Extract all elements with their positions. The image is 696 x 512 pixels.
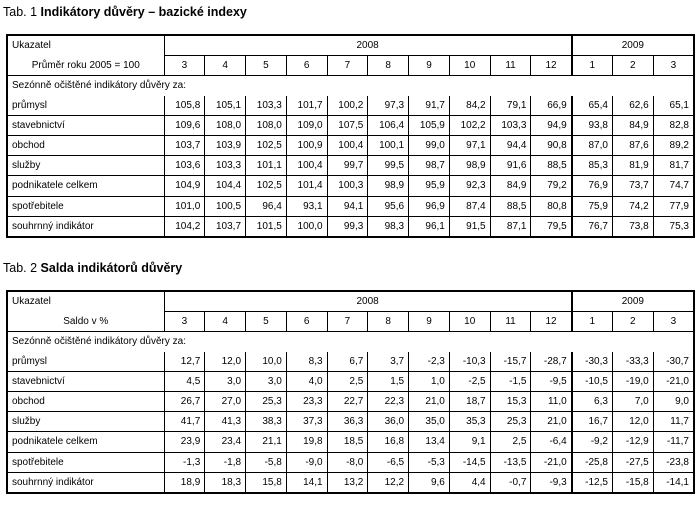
value-cell: 103,7 [164, 135, 205, 155]
value-cell: 65,4 [572, 96, 613, 116]
value-cell: 81,9 [612, 156, 653, 176]
value-cell: 103,3 [490, 115, 531, 135]
value-cell: -21,0 [653, 371, 694, 391]
value-cell: -1,3 [164, 452, 205, 472]
value-cell: 1,5 [368, 371, 409, 391]
value-cell: 16,7 [572, 412, 613, 432]
value-cell: -12,9 [612, 432, 653, 452]
value-cell: 104,9 [164, 176, 205, 196]
value-cell: 92,3 [449, 176, 490, 196]
value-cell: -12,5 [572, 472, 613, 493]
value-cell: 18,5 [327, 432, 368, 452]
value-cell: 62,6 [612, 96, 653, 116]
value-cell: 35,0 [409, 412, 450, 432]
month-header: 4 [205, 312, 246, 332]
value-cell: 18,9 [164, 472, 205, 493]
month-header: 12 [531, 312, 572, 332]
value-cell: 87,6 [612, 135, 653, 155]
month-header: 12 [531, 56, 572, 76]
value-cell: 99,7 [327, 156, 368, 176]
value-cell: 103,3 [205, 156, 246, 176]
value-cell: 19,8 [286, 432, 327, 452]
column-header-indicator: Ukazatel [7, 35, 164, 56]
value-cell: 79,2 [531, 176, 572, 196]
value-cell: 73,7 [612, 176, 653, 196]
row-label: spotřebitele [7, 196, 164, 216]
value-cell: 75,3 [653, 216, 694, 237]
value-cell: 27,0 [205, 391, 246, 411]
month-header: 5 [246, 312, 287, 332]
value-cell: -13,5 [490, 452, 531, 472]
value-cell: -6,5 [368, 452, 409, 472]
value-cell: 108,0 [205, 115, 246, 135]
month-header: 9 [409, 312, 450, 332]
value-cell: -23,8 [653, 452, 694, 472]
table1 [6, 34, 695, 238]
value-cell: 11,0 [531, 391, 572, 411]
month-header: 7 [327, 312, 368, 332]
table-row [7, 196, 694, 216]
value-cell: 102,5 [246, 135, 287, 155]
table-row [7, 216, 694, 237]
value-cell: 79,5 [531, 216, 572, 237]
value-cell: 76,9 [572, 176, 613, 196]
value-cell: 105,8 [164, 96, 205, 116]
value-cell: 76,7 [572, 216, 613, 237]
value-cell: 9,1 [449, 432, 490, 452]
value-cell: 87,1 [490, 216, 531, 237]
value-cell: 21,0 [409, 391, 450, 411]
value-cell: 26,7 [164, 391, 205, 411]
header-row-months [7, 56, 694, 76]
value-cell: 103,3 [246, 96, 287, 116]
value-cell: 103,9 [205, 135, 246, 155]
row-label: podnikatele celkem [7, 176, 164, 196]
value-cell: 3,0 [246, 371, 287, 391]
table-row [7, 412, 694, 432]
sub-header-label: Saldo v % [7, 312, 164, 332]
value-cell: 13,4 [409, 432, 450, 452]
table-row [7, 96, 694, 116]
value-cell: 73,8 [612, 216, 653, 237]
table-row [7, 472, 694, 493]
value-cell: 109,0 [286, 115, 327, 135]
value-cell: -28,7 [531, 352, 572, 372]
month-header: 11 [490, 56, 531, 76]
month-header: 3 [164, 56, 205, 76]
row-label: stavebnictví [7, 371, 164, 391]
value-cell: 97,1 [449, 135, 490, 155]
value-cell: 38,3 [246, 412, 287, 432]
month-header: 7 [327, 56, 368, 76]
value-cell: -15,7 [490, 352, 531, 372]
value-cell: 74,7 [653, 176, 694, 196]
value-cell: 91,6 [490, 156, 531, 176]
value-cell: 88,5 [531, 156, 572, 176]
value-cell: 25,3 [490, 412, 531, 432]
value-cell: 12,7 [164, 352, 205, 372]
value-cell: 103,6 [164, 156, 205, 176]
row-label: průmysl [7, 96, 164, 116]
value-cell: 90,8 [531, 135, 572, 155]
month-header: 8 [368, 312, 409, 332]
month-header: 8 [368, 56, 409, 76]
value-cell: 94,1 [327, 196, 368, 216]
value-cell: -19,0 [612, 371, 653, 391]
value-cell: 99,5 [368, 156, 409, 176]
value-cell: 108,0 [246, 115, 287, 135]
value-cell: 95,6 [368, 196, 409, 216]
value-cell: 84,9 [612, 115, 653, 135]
value-cell: -27,5 [612, 452, 653, 472]
value-cell: 104,2 [164, 216, 205, 237]
value-cell: 97,3 [368, 96, 409, 116]
value-cell: -10,3 [449, 352, 490, 372]
row-label: obchod [7, 391, 164, 411]
value-cell: 41,7 [164, 412, 205, 432]
table-row [7, 115, 694, 135]
value-cell: 4,0 [286, 371, 327, 391]
value-cell: 13,2 [327, 472, 368, 493]
value-cell: 2,5 [490, 432, 531, 452]
value-cell: 87,0 [572, 135, 613, 155]
value-cell: 3,7 [368, 352, 409, 372]
month-header: 3 [653, 56, 694, 76]
value-cell: -11,7 [653, 432, 694, 452]
value-cell: -6,4 [531, 432, 572, 452]
value-cell: 100,1 [368, 135, 409, 155]
value-cell: 8,3 [286, 352, 327, 372]
value-cell: 23,4 [205, 432, 246, 452]
value-cell: 89,2 [653, 135, 694, 155]
month-header: 2 [612, 312, 653, 332]
value-cell: 96,4 [246, 196, 287, 216]
value-cell: 93,8 [572, 115, 613, 135]
section-row [7, 332, 694, 352]
table-row [7, 391, 694, 411]
month-header: 1 [572, 312, 613, 332]
sub-header-label: Průměr roku 2005 = 100 [7, 56, 164, 76]
value-cell: -0,7 [490, 472, 531, 493]
header-row-years [7, 291, 694, 312]
row-label: průmysl [7, 352, 164, 372]
value-cell: 12,0 [612, 412, 653, 432]
section-row [7, 76, 694, 96]
value-cell: -1,5 [490, 371, 531, 391]
value-cell: 100,9 [286, 135, 327, 155]
value-cell: 99,3 [327, 216, 368, 237]
month-header: 10 [449, 56, 490, 76]
value-cell: 107,5 [327, 115, 368, 135]
value-cell: 6,7 [327, 352, 368, 372]
value-cell: 95,9 [409, 176, 450, 196]
value-cell: 105,1 [205, 96, 246, 116]
value-cell: 100,5 [205, 196, 246, 216]
value-cell: 22,3 [368, 391, 409, 411]
value-cell: -8,0 [327, 452, 368, 472]
table2 [6, 290, 695, 494]
value-cell: 11,7 [653, 412, 694, 432]
value-cell: 100,4 [327, 135, 368, 155]
value-cell: 25,3 [246, 391, 287, 411]
value-cell: 9,0 [653, 391, 694, 411]
value-cell: 6,3 [572, 391, 613, 411]
value-cell: 101,0 [164, 196, 205, 216]
value-cell: 101,4 [286, 176, 327, 196]
value-cell: 98,9 [449, 156, 490, 176]
value-cell: 7,0 [612, 391, 653, 411]
value-cell: 74,2 [612, 196, 653, 216]
month-header: 1 [572, 56, 613, 76]
value-cell: -10,5 [572, 371, 613, 391]
row-label: podnikatele celkem [7, 432, 164, 452]
table-row [7, 371, 694, 391]
table2-caption [3, 261, 182, 275]
value-cell: 101,5 [246, 216, 287, 237]
value-cell: 98,3 [368, 216, 409, 237]
row-label: služby [7, 156, 164, 176]
column-header-indicator: Ukazatel [7, 291, 164, 312]
value-cell: 2,5 [327, 371, 368, 391]
value-cell: 84,9 [490, 176, 531, 196]
value-cell: 100,0 [286, 216, 327, 237]
row-label: obchod [7, 135, 164, 155]
value-cell: 37,3 [286, 412, 327, 432]
value-cell: 91,5 [449, 216, 490, 237]
value-cell: 65,1 [653, 96, 694, 116]
value-cell: 102,5 [246, 176, 287, 196]
table-row [7, 432, 694, 452]
value-cell: 87,4 [449, 196, 490, 216]
row-label: souhrnný indikátor [7, 216, 164, 237]
value-cell: 36,3 [327, 412, 368, 432]
value-cell: 101,1 [246, 156, 287, 176]
value-cell: 15,8 [246, 472, 287, 493]
year-header-2008: 2008 [164, 35, 572, 56]
value-cell: 99,0 [409, 135, 450, 155]
value-cell: 15,3 [490, 391, 531, 411]
table-row [7, 156, 694, 176]
value-cell: -5,3 [409, 452, 450, 472]
value-cell: 4,4 [449, 472, 490, 493]
value-cell: -9,0 [286, 452, 327, 472]
value-cell: -1,8 [205, 452, 246, 472]
value-cell: 75,9 [572, 196, 613, 216]
month-header: 9 [409, 56, 450, 76]
value-cell: 9,6 [409, 472, 450, 493]
value-cell: 35,3 [449, 412, 490, 432]
month-header: 3 [653, 312, 694, 332]
year-header-2008: 2008 [164, 291, 572, 312]
row-label: stavebnictví [7, 115, 164, 135]
value-cell: 85,3 [572, 156, 613, 176]
value-cell: -21,0 [531, 452, 572, 472]
value-cell: 82,8 [653, 115, 694, 135]
table1-caption-prefix: Tab. 1 [3, 5, 41, 19]
value-cell: 109,6 [164, 115, 205, 135]
value-cell: 18,3 [205, 472, 246, 493]
row-label: souhrnný indikátor [7, 472, 164, 493]
value-cell: -14,5 [449, 452, 490, 472]
value-cell: 105,9 [409, 115, 450, 135]
value-cell: 1,0 [409, 371, 450, 391]
value-cell: 94,4 [490, 135, 531, 155]
value-cell: 100,3 [327, 176, 368, 196]
month-header: 4 [205, 56, 246, 76]
value-cell: 14,1 [286, 472, 327, 493]
month-header: 5 [246, 56, 287, 76]
value-cell: -9,3 [531, 472, 572, 493]
value-cell: 94,9 [531, 115, 572, 135]
value-cell: 10,0 [246, 352, 287, 372]
value-cell: 66,9 [531, 96, 572, 116]
value-cell: -9,2 [572, 432, 613, 452]
month-header: 2 [612, 56, 653, 76]
year-header-2009: 2009 [572, 35, 694, 56]
value-cell: 12,2 [368, 472, 409, 493]
value-cell: -25,8 [572, 452, 613, 472]
table-row [7, 135, 694, 155]
value-cell: 96,1 [409, 216, 450, 237]
value-cell: -2,5 [449, 371, 490, 391]
value-cell: -15,8 [612, 472, 653, 493]
value-cell: 101,7 [286, 96, 327, 116]
value-cell: 3,0 [205, 371, 246, 391]
value-cell: -33,3 [612, 352, 653, 372]
value-cell: 100,4 [286, 156, 327, 176]
value-cell: 91,7 [409, 96, 450, 116]
table1-caption [3, 5, 247, 19]
table2-caption-title: Salda indikátorů důvěry [40, 261, 183, 275]
value-cell: 18,7 [449, 391, 490, 411]
value-cell: -30,3 [572, 352, 613, 372]
row-label: služby [7, 412, 164, 432]
value-cell: -30,7 [653, 352, 694, 372]
value-cell: 98,7 [409, 156, 450, 176]
month-header: 3 [164, 312, 205, 332]
value-cell: 106,4 [368, 115, 409, 135]
value-cell: 80,8 [531, 196, 572, 216]
value-cell: 21,0 [531, 412, 572, 432]
table2-caption-prefix: Tab. 2 [3, 261, 41, 275]
value-cell: -2,3 [409, 352, 450, 372]
value-cell: 84,2 [449, 96, 490, 116]
value-cell: 36,0 [368, 412, 409, 432]
value-cell: 21,1 [246, 432, 287, 452]
value-cell: 81,7 [653, 156, 694, 176]
value-cell: 103,7 [205, 216, 246, 237]
row-label: spotřebitele [7, 452, 164, 472]
value-cell: 16,8 [368, 432, 409, 452]
section-label: Sezónně očištěné indikátory důvěry za: [7, 332, 694, 352]
value-cell: 102,2 [449, 115, 490, 135]
value-cell: 96,9 [409, 196, 450, 216]
month-header: 6 [286, 312, 327, 332]
value-cell: 12,0 [205, 352, 246, 372]
value-cell: -5,8 [246, 452, 287, 472]
value-cell: 88,5 [490, 196, 531, 216]
value-cell: 41,3 [205, 412, 246, 432]
value-cell: -9,5 [531, 371, 572, 391]
month-header: 10 [449, 312, 490, 332]
table-row [7, 452, 694, 472]
value-cell: 104,4 [205, 176, 246, 196]
header-row-years [7, 35, 694, 56]
value-cell: 4,5 [164, 371, 205, 391]
year-header-2009: 2009 [572, 291, 694, 312]
value-cell: 77,9 [653, 196, 694, 216]
month-header: 11 [490, 312, 531, 332]
value-cell: 22,7 [327, 391, 368, 411]
value-cell: 23,3 [286, 391, 327, 411]
table-row [7, 176, 694, 196]
value-cell: 100,2 [327, 96, 368, 116]
section-label: Sezónně očištěné indikátory důvěry za: [7, 76, 694, 96]
value-cell: 93,1 [286, 196, 327, 216]
header-row-months [7, 312, 694, 332]
month-header: 6 [286, 56, 327, 76]
value-cell: 23,9 [164, 432, 205, 452]
value-cell: 98,9 [368, 176, 409, 196]
value-cell: -14,1 [653, 472, 694, 493]
value-cell: 79,1 [490, 96, 531, 116]
table-row [7, 352, 694, 372]
table1-caption-title: Indikátory důvěry – bazické indexy [40, 5, 247, 19]
